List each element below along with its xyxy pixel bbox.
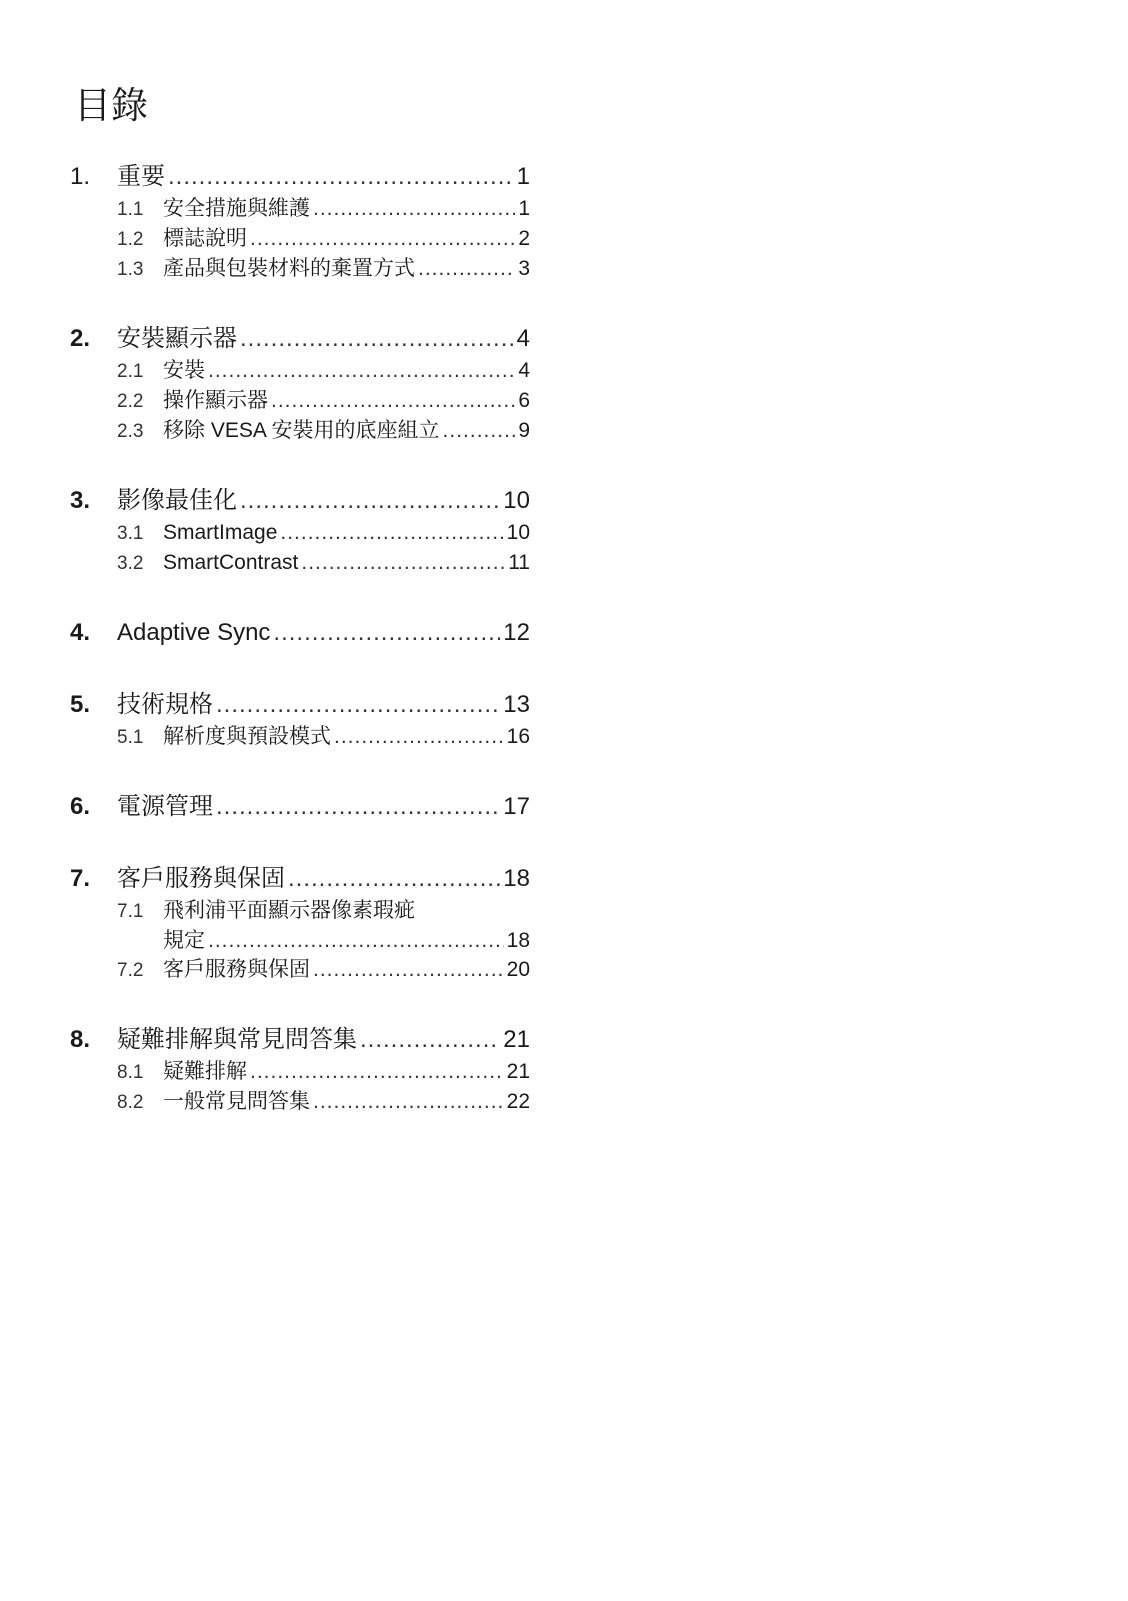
toc-number: 8.2: [117, 1092, 144, 1113]
toc-page: 11: [508, 551, 530, 574]
toc-page: 4: [518, 359, 530, 382]
toc-entry-sub[interactable]: [70, 416, 530, 446]
toc-number: 3.: [70, 487, 91, 514]
toc-entry-sub[interactable]: [70, 386, 530, 416]
toc-page: 1: [516, 163, 530, 190]
toc-page: 10: [506, 521, 530, 544]
toc-number: 3.1: [117, 523, 144, 544]
toc-entry-sub[interactable]: [70, 1087, 530, 1117]
dot-leader: [240, 322, 514, 356]
toc-page: 2: [518, 227, 530, 250]
toc-number: 5.1: [117, 727, 144, 748]
toc-number: 1.2: [117, 229, 144, 250]
toc-number: 2.1: [117, 361, 144, 382]
dot-leader: [443, 416, 516, 445]
dot-leader: [301, 548, 505, 577]
toc-title: 標誌說明: [163, 227, 247, 250]
toc-page: 21: [503, 1026, 530, 1053]
dot-leader: [313, 194, 515, 223]
toc-number: 1.3: [117, 259, 144, 280]
toc-page: 4: [516, 325, 530, 352]
toc-title: Adaptive Sync: [117, 619, 271, 646]
toc-page: 18: [503, 865, 530, 892]
dot-leader: [240, 484, 500, 518]
dot-leader: [208, 926, 504, 955]
toc-number: 8.1: [117, 1062, 144, 1083]
toc-number: 5.: [70, 691, 91, 718]
dot-leader: [313, 955, 504, 984]
dot-leader: [334, 722, 504, 751]
toc-title: 飛利浦平面顯示器像素瑕疵: [163, 899, 415, 922]
toc-number: 6.: [70, 793, 91, 820]
toc-page: 20: [506, 958, 530, 981]
toc-entry-sub[interactable]: [70, 896, 530, 926]
toc-entry-sub[interactable]: [70, 1057, 530, 1087]
toc-entry-sub[interactable]: [70, 548, 530, 578]
toc-title: 電源管理: [117, 793, 213, 820]
toc-title: 技術規格: [117, 691, 213, 718]
toc-section: [70, 322, 530, 446]
dot-leader: [360, 1023, 500, 1057]
toc-title: 安裝顯示器: [117, 325, 237, 352]
toc-page: 6: [518, 389, 530, 412]
toc-title: 產品與包裝材料的棄置方式: [163, 257, 415, 280]
toc-number: 2.: [70, 325, 91, 352]
toc-entry-sub[interactable]: [70, 722, 530, 752]
dot-leader: [288, 862, 500, 896]
toc-number: 1.1: [117, 199, 144, 220]
toc-entry-main[interactable]: [70, 862, 530, 896]
toc-section: [70, 484, 530, 578]
toc-title: 影像最佳化: [117, 487, 237, 514]
toc-entry-sub[interactable]: [70, 194, 530, 224]
toc-page: 22: [506, 1090, 530, 1113]
toc-entry-main[interactable]: [70, 160, 530, 194]
toc-title: 客戶服務與保固: [163, 958, 310, 981]
toc-page: 21: [506, 1060, 530, 1083]
dot-leader: [250, 224, 515, 253]
toc-section: [70, 790, 530, 824]
toc-title: SmartImage: [163, 521, 278, 544]
dot-leader: [418, 254, 515, 283]
toc-page: 3: [518, 257, 530, 280]
toc-page: 10: [503, 487, 530, 514]
toc-page: 17: [503, 793, 530, 820]
toc-entry-main[interactable]: [70, 484, 530, 518]
toc-title: 一般常見問答集: [163, 1090, 310, 1113]
toc-entry-sub[interactable]: [70, 254, 530, 284]
dot-leader: [313, 1087, 504, 1116]
toc-entry-sub-continued[interactable]: [70, 926, 530, 955]
toc-title: 客戶服務與保固: [117, 865, 285, 892]
dot-leader: [271, 386, 515, 415]
toc-section: [70, 616, 530, 650]
toc-title: 操作顯示器: [163, 389, 268, 412]
toc-number: 3.2: [117, 553, 144, 574]
dot-leader: [280, 518, 503, 547]
toc-entry-main[interactable]: [70, 1023, 530, 1057]
toc-number: 4.: [70, 619, 91, 646]
toc-entry-main[interactable]: [70, 616, 530, 650]
toc-title: 疑難排解與常見問答集: [117, 1026, 357, 1053]
toc-page: 12: [503, 619, 530, 646]
dot-leader: [273, 616, 500, 650]
toc-section: [70, 1023, 530, 1117]
toc-section: [70, 160, 530, 284]
toc-number: 7.2: [117, 960, 144, 981]
toc-title: 解析度與預設模式: [163, 725, 331, 748]
toc-title: 疑難排解: [163, 1060, 247, 1083]
toc-title: 安全措施與維護: [163, 197, 310, 220]
toc-entry-sub[interactable]: [70, 955, 530, 985]
toc-page: 18: [506, 929, 530, 952]
page-title: 目錄: [74, 85, 148, 126]
toc-entry-sub[interactable]: [70, 356, 530, 386]
dot-leader: [250, 1057, 504, 1086]
toc-title: 重要: [117, 163, 165, 190]
toc-page: 13: [503, 691, 530, 718]
toc-number: 2.3: [117, 421, 144, 442]
toc-entry-main[interactable]: [70, 790, 530, 824]
toc-number: 7.1: [117, 901, 144, 922]
dot-leader: [168, 160, 514, 194]
toc-page: 16: [506, 725, 530, 748]
toc-entry-main[interactable]: [70, 322, 530, 356]
toc-page: 1: [518, 197, 530, 220]
toc-number: 7.: [70, 865, 91, 892]
toc-title: 移除 VESA 安裝用的底座組立: [163, 419, 440, 442]
toc-entry-main[interactable]: [70, 688, 530, 722]
dot-leader: [208, 356, 515, 385]
toc-number: 8.: [70, 1026, 91, 1053]
dot-leader: [216, 790, 500, 824]
toc-title: 安裝: [163, 359, 205, 382]
toc-number: 2.2: [117, 391, 144, 412]
toc-entry-sub[interactable]: [70, 224, 530, 254]
dot-leader: [216, 688, 500, 722]
toc-number: 1.: [70, 163, 91, 190]
toc-entry-sub[interactable]: [70, 518, 530, 548]
toc-title-continued: 規定: [163, 929, 205, 952]
toc-page: 9: [518, 419, 530, 442]
toc-title: SmartContrast: [163, 551, 299, 574]
toc-section: [70, 862, 530, 985]
toc-section: [70, 688, 530, 752]
table-of-contents: [70, 160, 530, 1155]
